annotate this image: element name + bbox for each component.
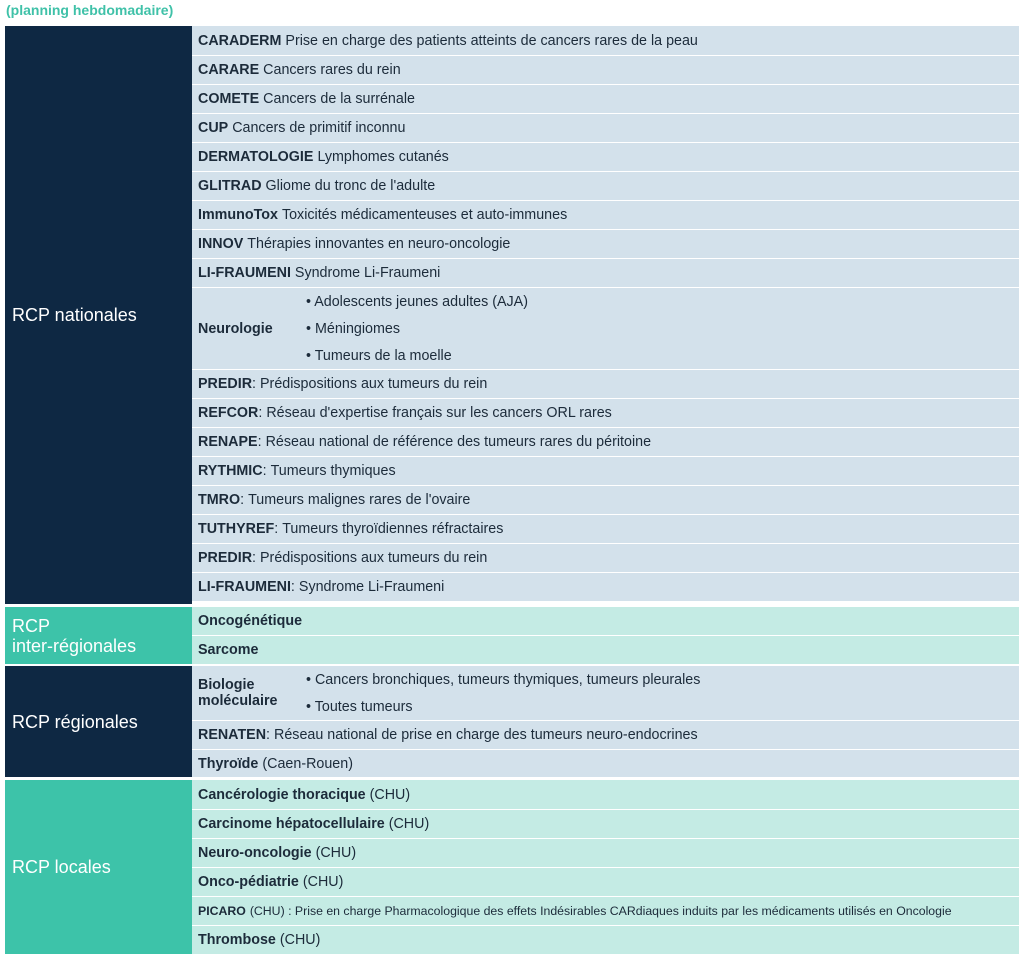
- row-text: (CHU): [302, 874, 344, 890]
- row-code: PICARO: [198, 904, 246, 918]
- row-text: Prédispositions aux tumeurs du rein: [260, 550, 488, 566]
- table-row: TUTHYREF : Tumeurs thyroïdiennes réfractaires: [192, 514, 1019, 543]
- row-code: RENAPE: [198, 434, 258, 450]
- table-row: [192, 749, 1019, 777]
- table-row: [192, 258, 1019, 287]
- table-row: [192, 26, 1019, 55]
- table-row: [192, 142, 1019, 171]
- section-regionales: [5, 666, 1019, 777]
- row-code: Carcinome hépatocellulaire: [198, 816, 385, 832]
- row-code: RYTHMIC: [198, 463, 263, 479]
- table-row: [192, 925, 1019, 954]
- row-text: Cancers de primitif inconnu: [232, 120, 406, 136]
- table-row: RENAPE : Réseau national de référence des tumeurs rares du péritoine: [192, 427, 1019, 456]
- row-text: Tumeurs malignes rares de l'ovaire: [248, 492, 471, 508]
- table-row: [192, 84, 1019, 113]
- section-interregionales: [5, 607, 1019, 664]
- table-row: [192, 113, 1019, 142]
- section-label: RCP nationales: [5, 26, 192, 604]
- row-text: Gliome du tronc de l'adulte: [265, 178, 436, 194]
- table-row: [192, 200, 1019, 229]
- table-row: RENATEN : Réseau national de prise en charge des tumeurs neuro-endocrines: [192, 720, 1019, 749]
- row-text: Prédispositions aux tumeurs du rein: [260, 376, 488, 392]
- row-code: ImmunoTox: [198, 207, 278, 223]
- section-nationales: [5, 26, 1019, 604]
- row-code: CARADERM: [198, 32, 282, 49]
- row-code: COMETE: [198, 91, 260, 107]
- table-row-biologie: [192, 666, 1019, 720]
- row-code: PREDIR: [198, 550, 253, 566]
- table-row: TMRO : Tumeurs malignes rares de l'ovaire: [192, 485, 1019, 514]
- table-row: [192, 607, 1019, 635]
- row-text: Toxicités médicamenteuses et auto-immunes: [281, 207, 568, 223]
- table-row: PREDIR : Prédispositions aux tumeurs du rein: [192, 369, 1019, 398]
- row-code: Cancérologie thoracique: [198, 786, 366, 803]
- row-code: Thrombose: [198, 932, 276, 948]
- table-row: REFCOR : Réseau d'expertise français sur les cancers ORL rares: [192, 398, 1019, 427]
- row-text: (CHU) : Prise en charge Pharmacologique des effets Indésirables CARdiaques induits par les médicaments utilisés en Oncologie: [249, 904, 952, 918]
- row-code: Thyroïde: [198, 755, 259, 772]
- bullet-list: [306, 666, 700, 720]
- table-row: [192, 55, 1019, 84]
- table-row: LI-FRAUMENI : Syndrome Li-Fraumeni: [192, 572, 1019, 601]
- table-row: [192, 867, 1019, 896]
- section-label-line: RCP: [12, 615, 51, 636]
- section-label: RCP régionales: [5, 666, 192, 777]
- row-code: CARARE: [198, 62, 260, 78]
- row-code: Neurologie: [198, 320, 273, 337]
- header-note: (planning hebdomadaire): [6, 2, 174, 18]
- row-text: Réseau national de référence des tumeurs rares du péritoine: [265, 434, 652, 450]
- row-text: Réseau d'expertise français sur les cancers ORL rares: [266, 405, 612, 421]
- row-code: TUTHYREF: [198, 521, 275, 537]
- row-code: PREDIR: [198, 376, 253, 392]
- row-text: Lymphomes cutanés: [317, 149, 449, 165]
- table-row: [192, 838, 1019, 867]
- row-text: Tumeurs thyroïdiennes réfractaires: [282, 521, 504, 537]
- table-row: [192, 229, 1019, 258]
- row-code: REFCOR: [198, 405, 259, 421]
- row-code: Onco-pédiatrie: [198, 874, 299, 890]
- row-text: Syndrome Li-Fraumeni: [298, 579, 445, 595]
- row-text: (CHU): [388, 816, 430, 832]
- section-label-line: inter-régionales: [12, 635, 137, 656]
- list-item: • Tumeurs de la moelle: [306, 348, 528, 364]
- bullet-list: [306, 288, 528, 369]
- row-code: CUP: [198, 120, 229, 136]
- row-text: Réseau national de prise en charge des tumeurs neuro-endocrines: [274, 727, 698, 743]
- row-text: Thérapies innovantes en neuro-oncologie: [247, 236, 511, 252]
- row-code: Oncogénétique: [198, 613, 303, 629]
- table-row: [192, 896, 1019, 925]
- row-text: (CHU): [279, 932, 321, 948]
- row-text: (CHU): [369, 786, 411, 803]
- row-code: Neuro-oncologie: [198, 845, 312, 861]
- row-text: Tumeurs thymiques: [270, 463, 396, 479]
- row-code: LI-FRAUMENI: [198, 265, 291, 281]
- row-code: INNOV: [198, 236, 244, 252]
- row-code: GLITRAD: [198, 178, 262, 194]
- table-row: [192, 635, 1019, 664]
- row-text: Prise en charge des patients atteints de cancers rares de la peau: [285, 32, 698, 49]
- table-row: [192, 780, 1019, 809]
- row-text: Cancers rares du rein: [263, 62, 401, 78]
- list-item: • Adolescents jeunes adultes (AJA): [306, 294, 528, 310]
- list-item: • Toutes tumeurs: [306, 699, 700, 715]
- row-text: Syndrome Li-Fraumeni: [294, 265, 441, 281]
- row-text: Cancers de la surrénale: [263, 91, 415, 107]
- row-code: DERMATOLOGIE: [198, 149, 314, 165]
- list-item: • Méningiomes: [306, 321, 528, 337]
- row-code: LI-FRAUMENI: [198, 579, 291, 595]
- table-row: RYTHMIC : Tumeurs thymiques: [192, 456, 1019, 485]
- row-code: Biologie moléculaire: [198, 677, 278, 709]
- table-row: PREDIR : Prédispositions aux tumeurs du rein: [192, 543, 1019, 572]
- table-row: [192, 809, 1019, 838]
- row-code: Sarcome: [198, 642, 259, 658]
- row-code: RENATEN: [198, 727, 267, 743]
- table-row-neurologie: [192, 287, 1019, 369]
- row-code: TMRO: [198, 492, 241, 508]
- section-label: [5, 607, 192, 664]
- table-row: [192, 171, 1019, 200]
- section-label: RCP locales: [5, 780, 192, 954]
- list-item: • Cancers bronchiques, tumeurs thymiques, tumeurs pleurales: [306, 672, 700, 688]
- row-text: (CHU): [315, 845, 357, 861]
- section-locales: [5, 780, 1019, 954]
- row-text: (Caen-Rouen): [262, 755, 353, 772]
